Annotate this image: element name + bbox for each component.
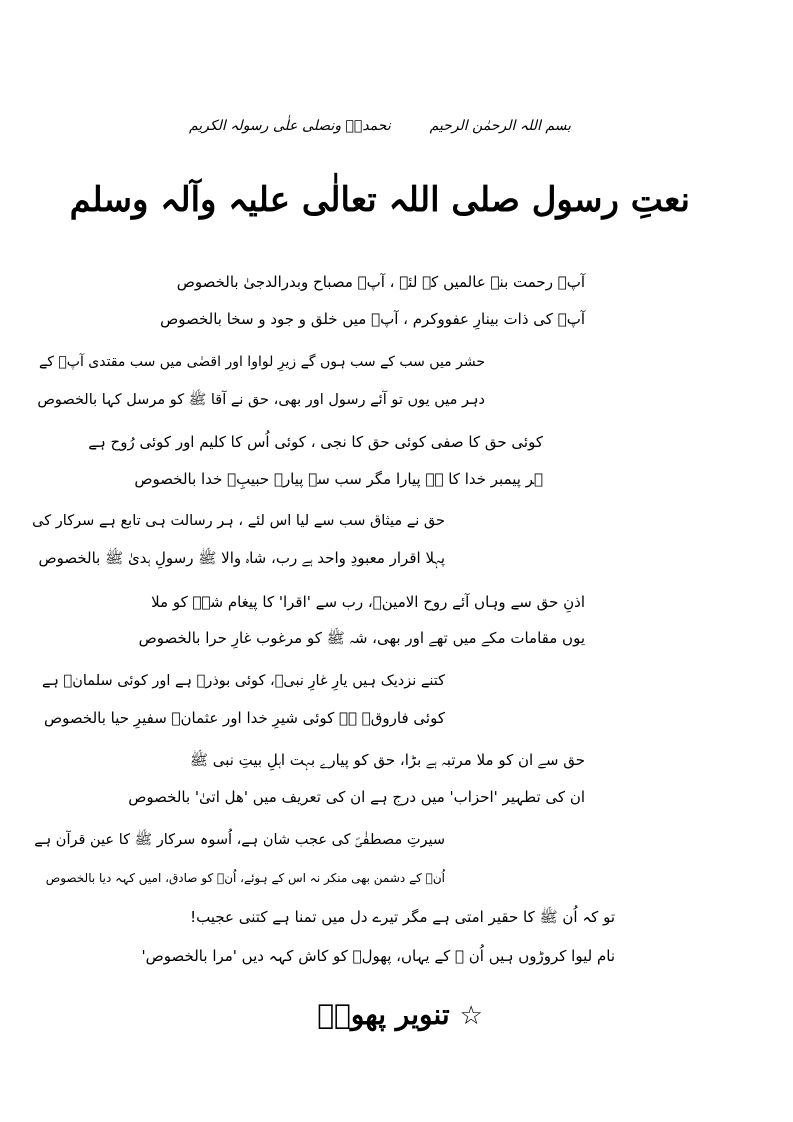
poem-title: نعتِ رسول صلی اللہ تعالٰی علیہ وآلہ وسلم bbox=[69, 180, 690, 220]
poet-name: تنویر پھولؔ bbox=[317, 998, 450, 1031]
poem-line: پہلا اقرار معبودِ واحد ہے رب، شاہ والا ﷺ رسولِ ہدیٰ ﷺ بالخصوص bbox=[38, 549, 445, 567]
poem-line: اُنؐ کے دشمن بھی منکر نہ اس کے ہوئے، اُنؐ کو صادق، امیں کہہ دیا بالخصوص bbox=[45, 871, 445, 885]
poem-line: سیرتِ مصطفٰیؐ کی عجب شان ہے، اُسوہ سرکار ﷺ کا عین قرآن ہے bbox=[34, 832, 445, 848]
poem-line: اذنِ حق سے وہاں آئے روح الامینؑ، رب سے 'اقرا' کا پیغام شہؐ کو ملا bbox=[151, 593, 585, 611]
poem-line: آپؐ کی ذات بینارِ عفووکرم ، آپؐ میں خلق و جود و سخا بالخصوص bbox=[160, 310, 585, 328]
poem-line: حق سے ان کو ملا مرتبہ ہے بڑا، حق کو پیارے بہت اہلِ بیتِ نبی ﷺ bbox=[189, 751, 585, 769]
poem-line: یوں مقامات مکے میں تھے اور بھی، شہ ﷺ کو مرغوب غارِ حرا بالخصوص bbox=[138, 629, 585, 647]
poem-line: حشر میں سب کے سب ہوں گے زیرِ لواوا اور اقصٰی میں سب مقتدی آپؐ کے bbox=[39, 354, 485, 370]
basmala-text: بسم اللہ الرحمٰن الرحیم bbox=[429, 118, 572, 134]
poem-line: حق نے میثاق سب سے لیا اس لئے ، ہر رسالت ہی تابع ہے سرکار کی bbox=[32, 513, 445, 529]
poem-line: ان کی تطہیر 'احزاب' میں درج ہے ان کی تعریف میں 'ھل اتیٰ' بالخصوص bbox=[128, 788, 585, 806]
poet-signature bbox=[300, 990, 500, 1041]
poem-line: کتنے نزدیک ہیں یارِ غارِ نبیؐ، کوئی بوذرؓ ہے اور کوئی سلمانؓ ہے bbox=[41, 673, 445, 689]
poem-line: آپؐ رحمت بنے عالمیں کے لئے ، آپؐ مصباح وبدرالدجیٰ بالخصوص bbox=[176, 273, 585, 291]
poem-line: تو کہ اُن ﷺ کا حقیر امتی ہے مگر تیرے دل میں تمنا ہے کتنی عجیب! bbox=[190, 908, 615, 926]
poem-line: نام لیوا کروڑوں ہیں اُن ﷺ کے یہاں، پھولؔ کو کاش کہہ دیں 'مرا بالخصوص' bbox=[141, 947, 615, 965]
poem-line: ہر پیمبر خدا کا ہے پیارا مگر سب سے پیارے حبیبِؐ خدا بالخصوص bbox=[134, 470, 543, 488]
poem-line: دہر میں یوں تو آئے رسول اور بھی، حق نے آقا ﷺ کو مرسل کہا بالخصوص bbox=[37, 392, 485, 408]
poem-line: کوئی حق کا صفی کوئی حق کا نجی ، کوئی اُس کا کلیم اور کوئی رُوح ہے bbox=[88, 433, 543, 451]
poem-line: کوئی فاروقؓ ہے کوئی شیرِ خدا اور عثمانؓ سفیرِ حیا بالخصوص bbox=[44, 709, 445, 727]
salutation-text: نحمدہٗ ونصلی علٰی رسولہ الکریم bbox=[188, 118, 391, 134]
star-icon: ☆ bbox=[459, 1001, 483, 1031]
bismillah-header bbox=[180, 116, 580, 136]
